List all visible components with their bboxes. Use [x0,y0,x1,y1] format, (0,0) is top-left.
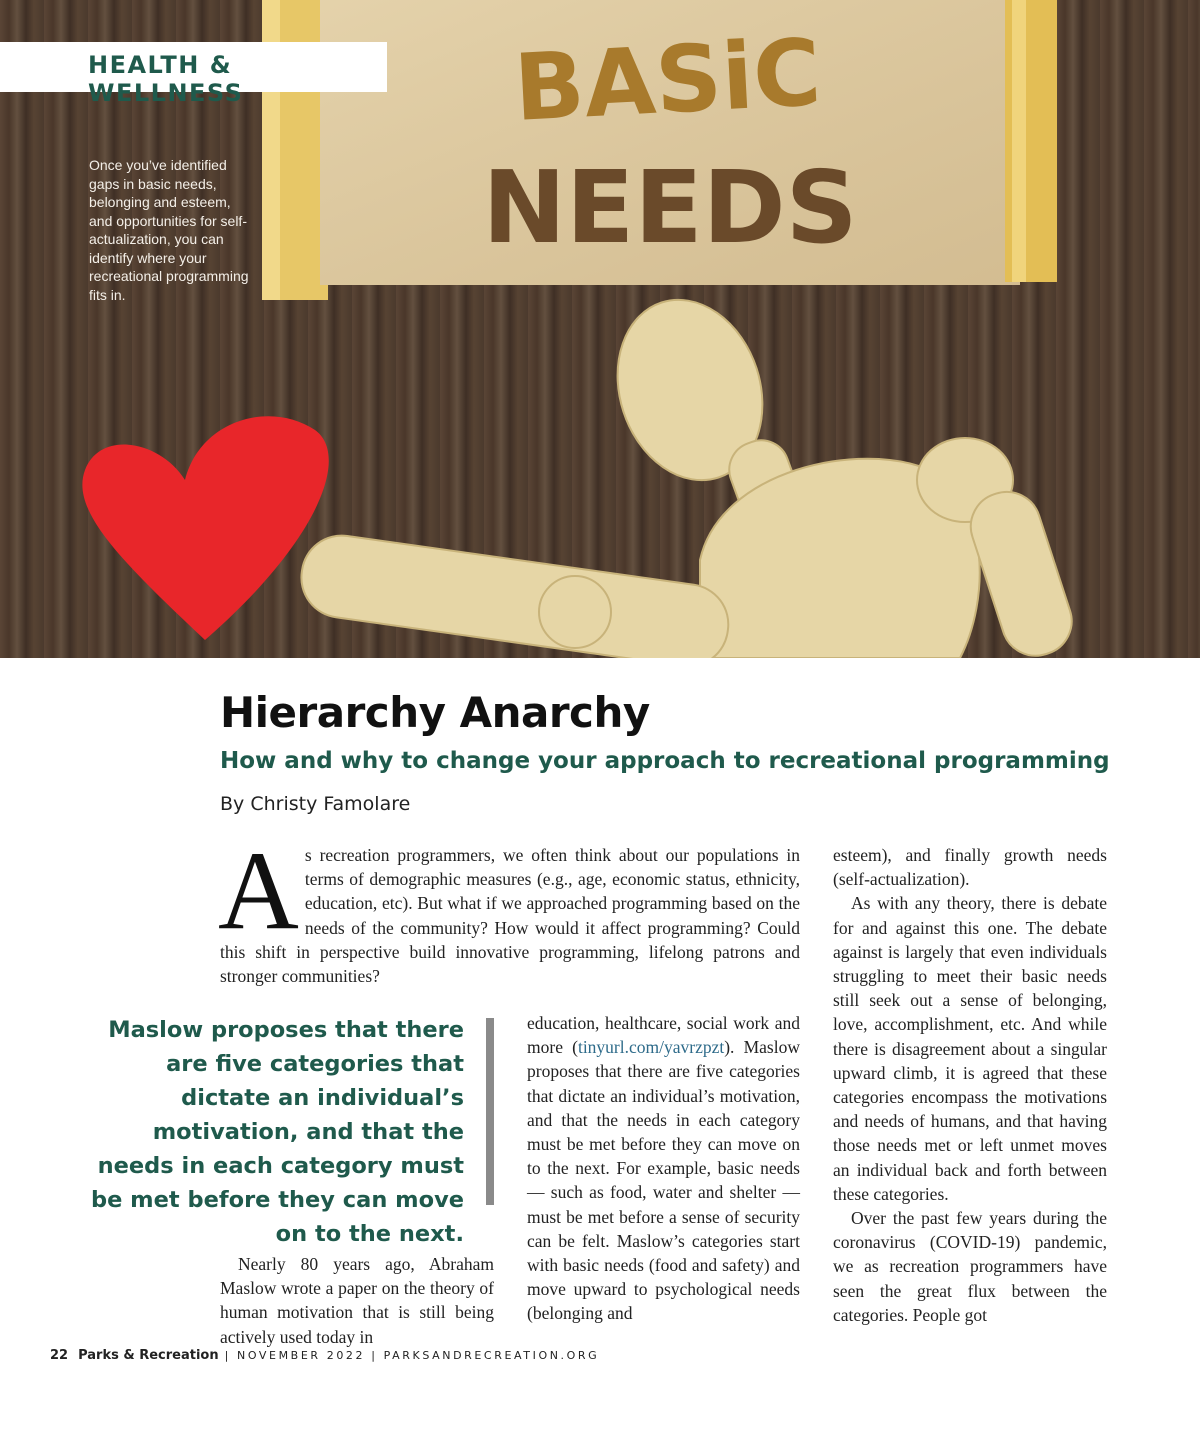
reference-link[interactable]: tinyurl.com/yavrzpzt [577,1037,725,1058]
pull-quote: Maslow proposes that there are five categories that dictate an individual’s motivation, and that the needs in each category must be met before they can move on to the next. [90,1017,464,1247]
col2-text-end: ). Maslow proposes that there are five categories that dictate an individual’s motivation, and that the needs in each category must be met before they can move on to the next. For example, basic needs — such as food, water and shelter — must be met before a sense of security can be felt. Maslow’s categories start with basic needs (food and safety) and move upward to psychological needs (belonging and [527,1037,800,1324]
article-subtitle: How and why to change your approach to recreational programming [220,748,1110,774]
sign-text-needs: NEEDS [482,149,858,266]
intro-text: s recreation programmers, we often think about our populations in terms of demographic measures (e.g., age, economic status, ethnicity, education, etc). But what if we approached programming based on the needs of the community? How would it affect programming? Could this shift in perspective build innovative programming, lifelong patrons and stronger communities? [220,845,800,987]
pull-quote-bar [486,1018,494,1205]
column-2-paragraph [527,1011,800,1326]
column-3-paragraph-2: As with any theory, there is debate for and against this one. The debate against is largely that even individuals struggling to meet their basic needs still seek out a sense of belonging, love, accomplishment, etc. And while there is disagreement about a singular upward climb, it is agreed that these categories encompass the motivations and needs of humans, and that having those needs met or left unmet moves an individual back and forth between these categories. [833,893,1107,1204]
hero-image [0,0,1200,658]
wooden-mannequin [296,281,1080,658]
section-tag [0,42,387,107]
column-1-paragraph: Nearly 80 years ago, Abraham Maslow wrote a paper on the theory of human motivation that is still being actively used today in [220,1254,494,1347]
intro-paragraph [218,829,800,988]
page-number: 22 [50,1348,69,1363]
section-label: HEALTH & WELLNESS [88,51,244,107]
footer-issue-url: | NOVEMBER 2022 | PARKSANDRECREATION.ORG [224,1349,600,1362]
byline: By Christy Famolare [220,793,411,815]
magazine-name: Parks & Recreation [78,1348,219,1363]
column-3-paragraph-3: Over the past few years during the coronavirus (COVID-19) pandemic, we as recreation programmers have seen the great flux between the categories. People got [833,1208,1107,1325]
drop-cap: A [218,829,299,953]
image-caption: Once you’ve identified gaps in basic needs, belonging and esteem, and opportunities for self-actualization, you can identify where your recreational programming fits in. [89,157,249,303]
page-footer [50,1348,599,1363]
heart-icon [82,416,328,640]
article-title: Hierarchy Anarchy [220,688,650,737]
column-3-paragraph-1: esteem), and finally growth needs (self-actualization). [833,845,1107,890]
column-3 [833,843,1107,1327]
sign-text-basic: BASiC [511,19,824,142]
col2-text-start: education, healthcare, social work and more ( [527,1013,800,1058]
